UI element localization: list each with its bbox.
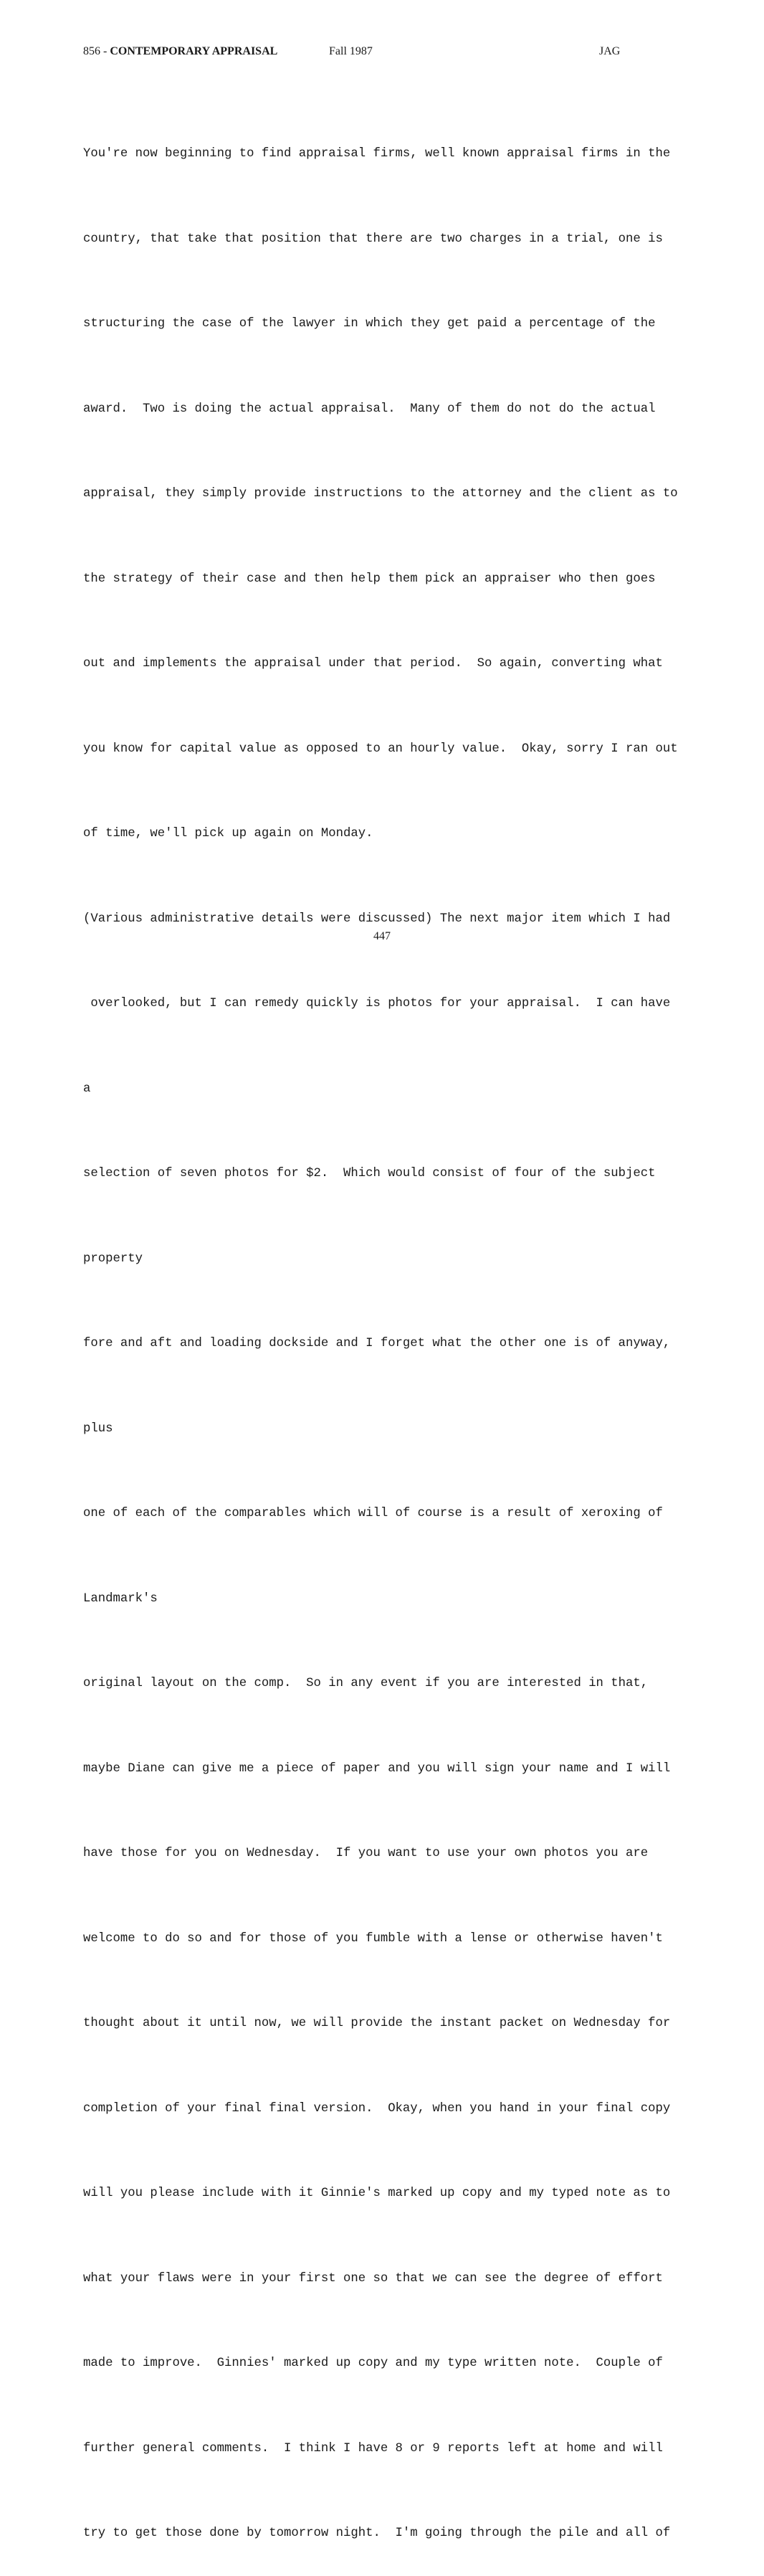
text-line: structuring the case of the lawyer in which they get paid a percentage of the bbox=[83, 317, 656, 331]
text-line: made to improve. Ginnies' marked up copy and my type written note. Couple of bbox=[83, 2357, 663, 2370]
text-line: (Various administrative details were discussed) The next major item which I had bbox=[83, 911, 671, 926]
text-line: thought about it until now, we will provide the instant packet on Wednesday for bbox=[83, 2017, 671, 2030]
text-line: maybe Diane can give me a piece of paper and you will sign your name and I will bbox=[83, 1761, 671, 1776]
course-heading bbox=[83, 45, 277, 58]
course-number: 856 - bbox=[83, 45, 110, 57]
text-line: further general comments. I think I have 8 or 9 reports left at home and will bbox=[83, 2441, 663, 2456]
text-line: plus bbox=[83, 1421, 113, 1436]
text-line: selection of seven photos for $2. Which would consist of four of the subject bbox=[83, 1167, 656, 1180]
transcript-body bbox=[83, 83, 728, 2576]
text-line: welcome to do so and for those of you fumble with a lense or otherwise haven't bbox=[83, 1931, 663, 1946]
text-line: you know for capital value as opposed to an hourly value. Okay, sorry I ran out bbox=[83, 742, 678, 756]
text-line: out and implements the appraisal under that period. So again, converting what bbox=[83, 657, 663, 671]
page-header bbox=[0, 45, 764, 61]
text-line: original layout on the comp. So in any event if you are interested in that, bbox=[83, 1677, 649, 1690]
text-line: have those for you on Wednesday. If you want to use your own photos you are bbox=[83, 1847, 649, 1860]
text-line: You're now beginning to find appraisal firms, well known appraisal firms in the bbox=[83, 147, 671, 161]
term-label: Fall 1987 bbox=[329, 45, 373, 57]
course-title: CONTEMPORARY APPRAISAL bbox=[110, 45, 278, 57]
text-line: country, that take that position that there are two charges in a trial, one is bbox=[83, 232, 663, 246]
text-line: will you please include with it Ginnie's marked up copy and my typed note as to bbox=[83, 2187, 671, 2200]
text-line: completion of your final final version. Okay, when you hand in your final copy bbox=[83, 2101, 671, 2116]
text-line: try to get those done by tomorrow night. I'm going through the pile and all of bbox=[83, 2527, 671, 2540]
text-line: award. Two is doing the actual appraisal. Many of them do not do the actual bbox=[83, 402, 656, 416]
text-line: the strategy of their case and then help them pick an appraiser who then goes bbox=[83, 572, 656, 586]
text-line: of time, we'll pick up again on Monday. bbox=[83, 827, 373, 840]
text-line: fore and aft and loading dockside and I forget what the other one is of anyway, bbox=[83, 1337, 671, 1350]
author-initials: JAG bbox=[599, 45, 621, 57]
text-line: Landmark's bbox=[83, 1591, 158, 1606]
page-number: 447 bbox=[373, 930, 391, 942]
text-line: overlooked, but I can remedy quickly is photos for your appraisal. I can have bbox=[83, 997, 671, 1010]
text-line: what your flaws were in your first one so that we can see the degree of effort bbox=[83, 2271, 663, 2286]
text-line: property bbox=[83, 1251, 143, 1266]
text-line: one of each of the comparables which will of course is a result of xeroxing of bbox=[83, 1507, 663, 1520]
text-line: a bbox=[83, 1081, 91, 1096]
text-line: appraisal, they simply provide instructions to the attorney and the client as to bbox=[83, 487, 678, 501]
